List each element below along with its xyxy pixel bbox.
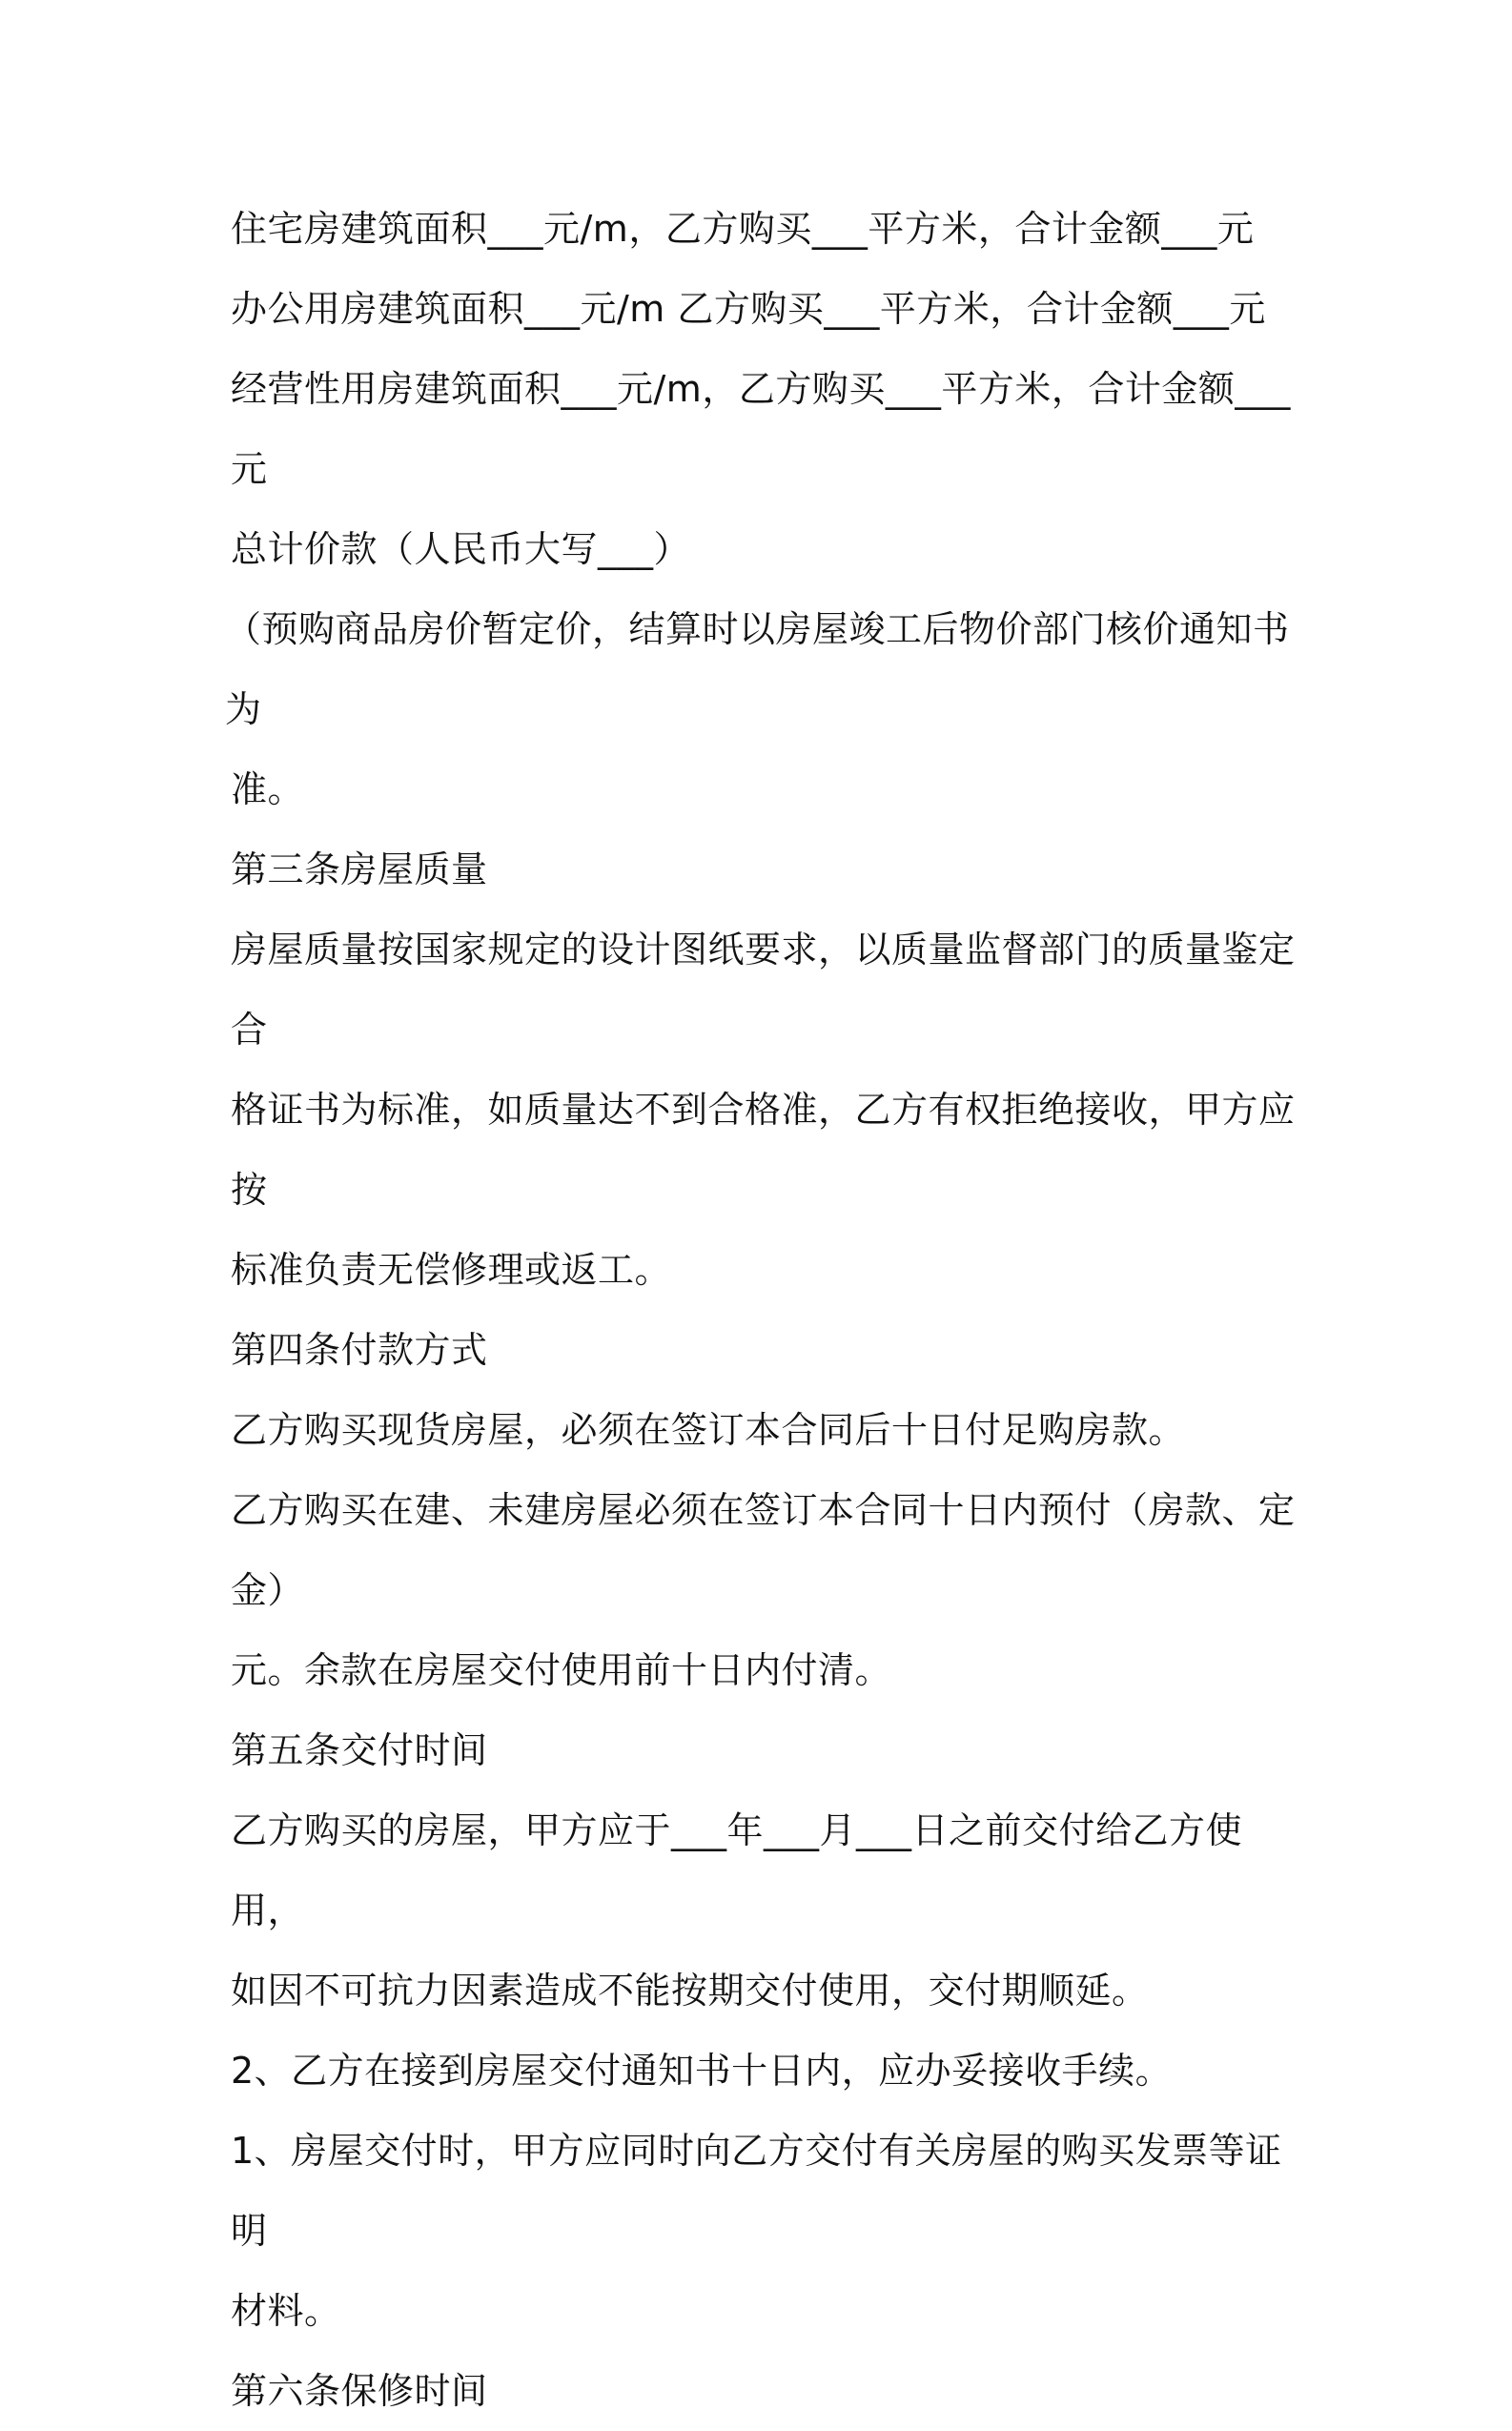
paragraph-payment-1: 乙方购买现货房屋，必须在签订本合同后十日付足购房款。	[231, 1409, 1186, 1451]
paragraph-commercial-area: 经营性用房建筑面积___元/m，乙方购买___平方米，合计金额___	[231, 368, 1291, 410]
heading-article-4: 第四条付款方式	[231, 1329, 488, 1371]
paragraph-office-area: 办公用房建筑面积___元/m 乙方购买___平方米，合计金额___元	[231, 288, 1266, 330]
heading-article-6: 第六条保修时间	[231, 2370, 488, 2412]
paragraph-quality-3: 标准负责无偿修理或返工。	[231, 1249, 672, 1291]
paragraph-price-note-cont: 准。	[231, 768, 305, 810]
paragraph-quality-1: 房屋质量按国家规定的设计图纸要求，以质量监督部门的质量鉴定合	[231, 929, 1296, 1051]
paragraph-quality-2: 格证书为标准，如质量达不到合格准，乙方有权拒绝接收，甲方应按	[231, 1089, 1296, 1211]
paragraph-total-price: 总计价款（人民币大写___）	[231, 528, 691, 570]
paragraph-delivery-item-2: 2、乙方在接到房屋交付通知书十日内，应办妥接收手续。	[231, 2050, 1173, 2092]
heading-article-5: 第五条交付时间	[231, 1729, 488, 1771]
heading-article-3: 第三条房屋质量	[231, 848, 488, 890]
paragraph-delivery-item-1-cont: 材料。	[231, 2290, 341, 2332]
paragraph-delivery-1: 乙方购买的房屋，甲方应于___年___月___日之前交付给乙方使用，	[231, 1809, 1243, 1931]
paragraph-price-note: （预购商品房价暂定价，结算时以房屋竣工后物价部门核价通知书为	[225, 608, 1290, 730]
paragraph-payment-3: 元。余款在房屋交付使用前十日内付清。	[231, 1649, 892, 1691]
paragraph-residential-area: 住宅房建筑面积___元/m，乙方购买___平方米，合计金额___元	[231, 208, 1255, 250]
paragraph-delivery-item-1: 1、房屋交付时，甲方应同时向乙方交付有关房屋的购买发票等证明	[231, 2130, 1282, 2252]
document-body	[225, 189, 1298, 2431]
paragraph-payment-2: 乙方购买在建、未建房屋必须在签订本合同十日内预付（房款、定金）	[231, 1489, 1296, 1611]
paragraph-delivery-2: 如因不可抗力因素造成不能按期交付使用，交付期顺延。	[231, 1970, 1149, 2012]
paragraph-commercial-area-cont: 元	[231, 448, 268, 490]
